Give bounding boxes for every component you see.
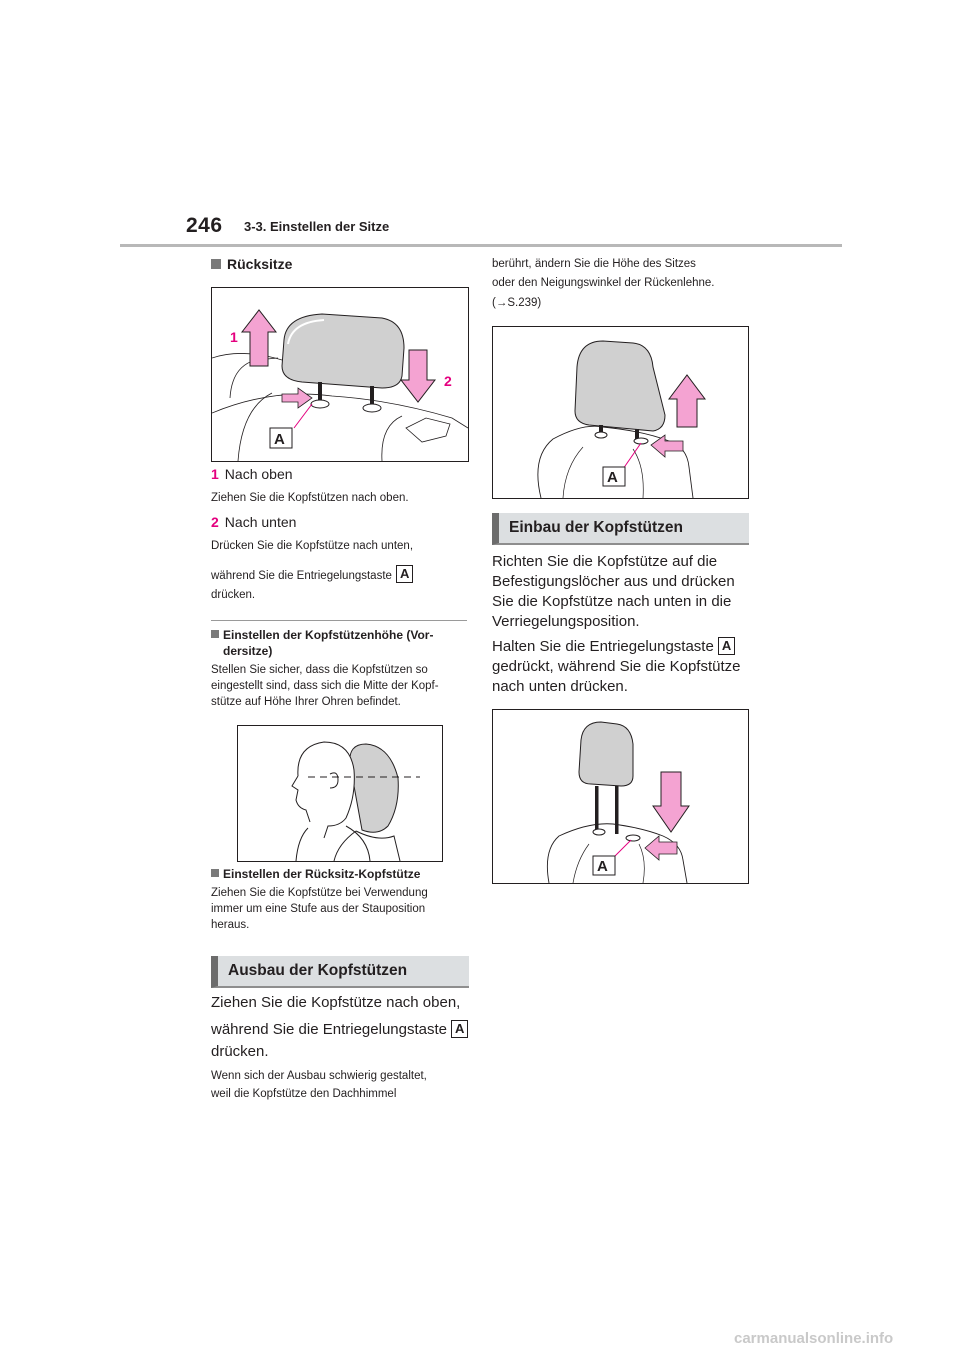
page-reference[interactable]: (→S.239) <box>492 297 542 309</box>
callout-a-box: A <box>451 1020 468 1038</box>
step-2 <box>211 514 296 530</box>
step-1-label: Nach oben <box>224 466 293 482</box>
front-headrest-text: Stellen Sie sicher, dass die Kopfstützen so eingestellt sind, dass sich die Mitte der Kopf- stütze auf Höhe Ihrer Ohren befindet. <box>211 664 439 708</box>
step-1-number: 1 <box>211 466 219 482</box>
step-1-note: Ziehen Sie die Kopfstützen nach oben. <box>211 492 409 504</box>
step-2-note-line3: drücken. <box>211 589 256 601</box>
fig1-label-1: 1 <box>230 329 238 345</box>
ruecksitze-heading: Rücksitze <box>211 256 292 272</box>
halten-line1: Halten Sie die Entriegelungstaste A <box>492 637 735 657</box>
fig3-label-a: A <box>607 469 618 486</box>
rear-headrest-text: Ziehen Sie die Kopfstütze bei Verwendung immer um eine Stufe aus der Stauposition heraus. <box>211 887 428 931</box>
front-headrest-heading: Einstellen der Kopfstützenhöhe (Vor- dersitze) <box>211 627 433 659</box>
callout-a-box: A <box>396 565 413 583</box>
page-number: 246 <box>186 214 223 237</box>
halten-line2: gedrückt, während Sie die Kopfstütze <box>492 658 741 675</box>
callout-a-box: A <box>718 637 735 655</box>
step-2-note-line1: Drücken Sie die Kopfstütze nach unten, <box>211 540 414 552</box>
fig1-label-a: A <box>274 431 285 448</box>
figure-headrest-install <box>492 709 749 884</box>
section-title: 3-3. Einstellen der Sitze <box>244 219 390 234</box>
einbau-heading: Einbau der Kopfstützen <box>492 513 749 545</box>
ausbau-note-line1: Wenn sich der Ausbau schwierig gestaltet, <box>211 1070 427 1082</box>
ausbau-line3: drücken. <box>211 1043 269 1060</box>
header-rule <box>120 244 842 247</box>
ausbau-line2: während Sie die Entriegelungstaste A <box>211 1020 468 1040</box>
ausbau-line1: Ziehen Sie die Kopfstütze nach oben, <box>211 994 461 1011</box>
ausbau-note-line2: weil die Kopfstütze den Dachhimmel <box>211 1088 397 1100</box>
watermark: carmanualsonline.info <box>734 1330 894 1347</box>
continued-line1: berührt, ändern Sie die Höhe des Sitzes <box>492 258 696 270</box>
square-bullet-icon <box>211 869 219 877</box>
step-2-note-line2: während Sie die Entriegelungstaste A <box>211 565 413 584</box>
step-2-number: 2 <box>211 514 219 530</box>
square-bullet-icon <box>211 630 219 638</box>
figure-ear-height <box>237 725 443 862</box>
step-1 <box>211 466 293 482</box>
figure-rear-headrest-adjust <box>211 287 469 462</box>
divider <box>211 620 467 621</box>
halten-line3: nach unten drücken. <box>492 678 628 695</box>
ausbau-heading: Ausbau der Kopfstützen <box>211 956 469 988</box>
rear-headrest-heading: Einstellen der Rücksitz-Kopfstütze <box>211 867 420 881</box>
fig1-label-2: 2 <box>444 373 452 389</box>
step-2-label: Nach unten <box>224 514 297 530</box>
einbau-text: Richten Sie die Kopfstütze auf die Befestigungslöcher aus und drücken Sie die Kopfstütze nach unten in die Verriegelungsposition. <box>492 553 735 630</box>
fig4-label-a: A <box>597 858 608 875</box>
square-bullet-icon <box>211 259 221 269</box>
continued-line2: oder den Neigungswinkel der Rückenlehne. <box>492 277 715 289</box>
figure-headrest-removal <box>492 326 749 499</box>
